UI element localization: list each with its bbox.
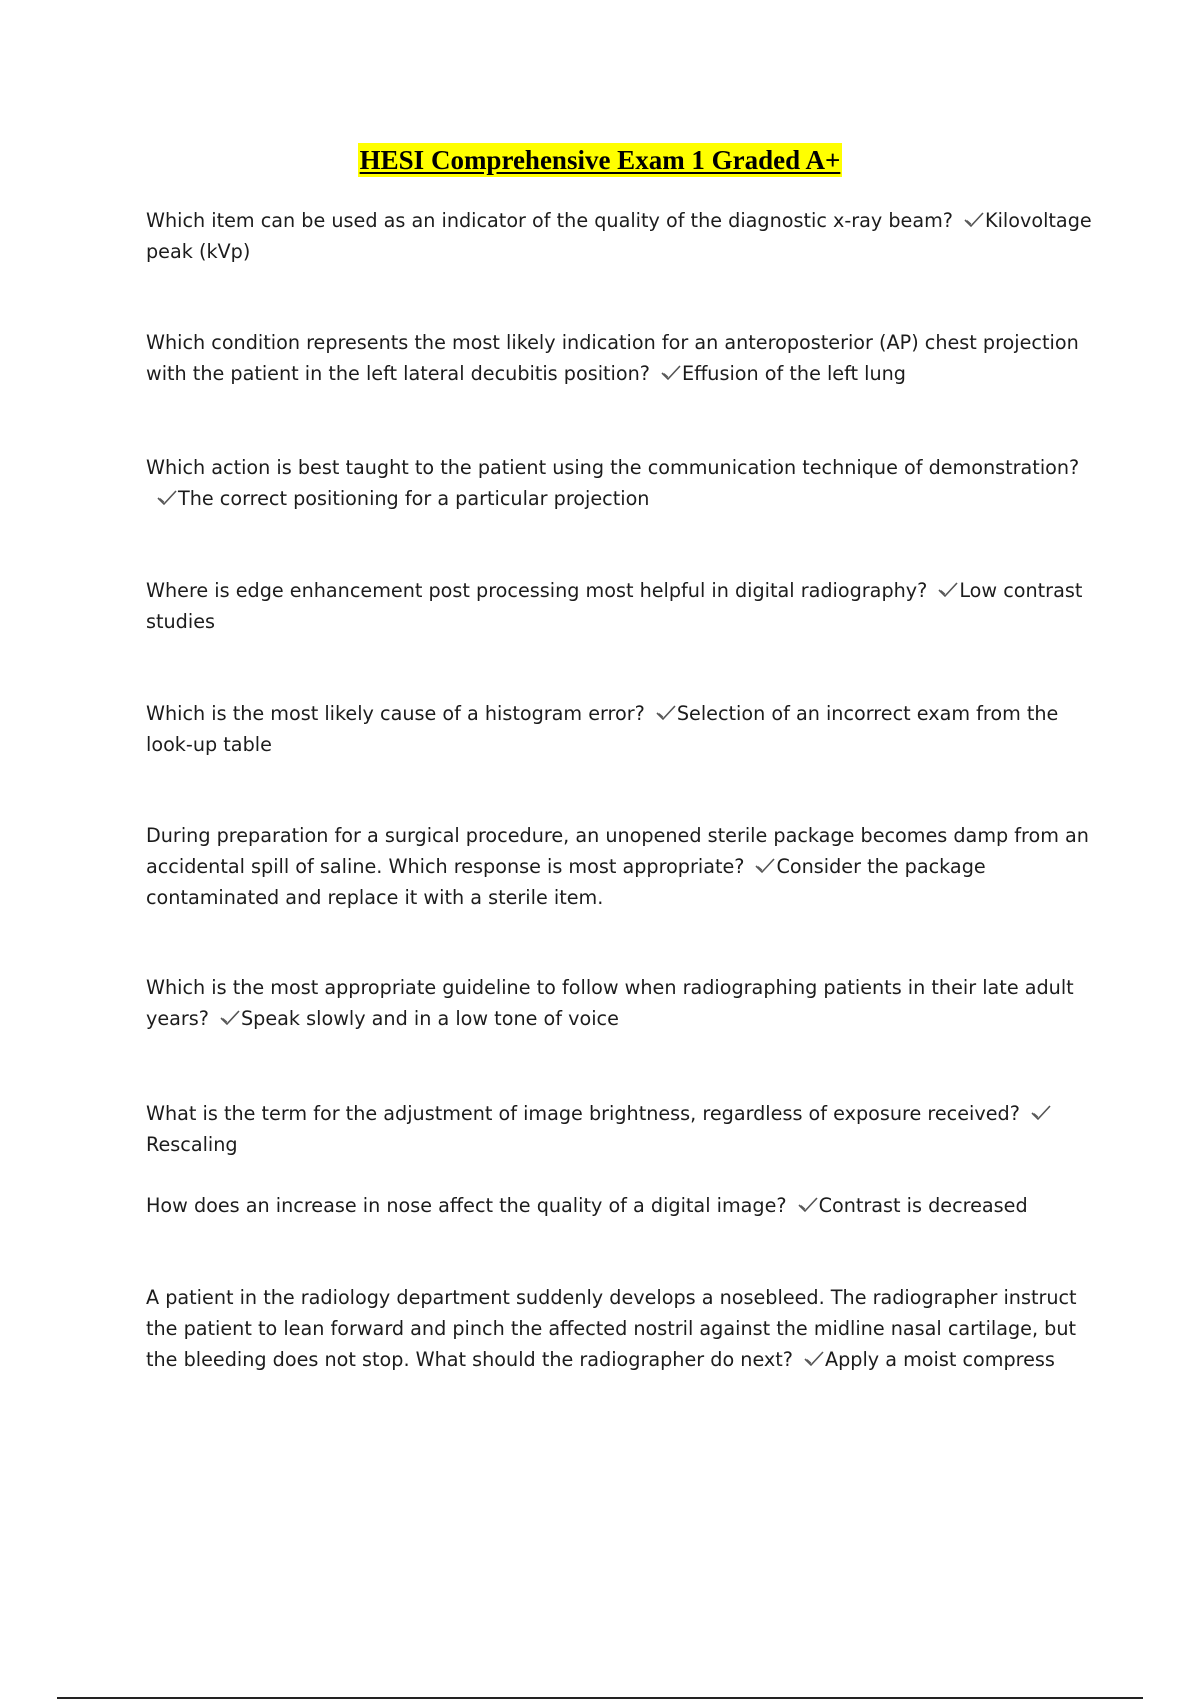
answer-text: Selection of an incorrect exam from the look-up table	[146, 702, 1059, 756]
qa-item	[146, 452, 1096, 514]
qa-item	[146, 327, 1096, 389]
answer-text: Low contrast studies	[146, 579, 1083, 633]
answer-text: Contrast is decreased	[818, 1194, 1028, 1217]
question-text: Which action is best taught to the patient using the communication technique of demonstration?	[146, 456, 1080, 479]
qa-item	[146, 1098, 1096, 1160]
answer-text: Apply a moist compress	[824, 1348, 1055, 1371]
qa-item	[146, 820, 1096, 913]
question-text: What is the term for the adjustment of image brightness, regardless of exposure received?	[146, 1102, 1020, 1125]
question-text: Which item can be used as an indicator of the quality of the diagnostic x-ray beam?	[146, 209, 953, 232]
document-title: HESI Comprehensive Exam 1 Graded A+	[359, 145, 841, 175]
qa-item	[146, 698, 1096, 760]
question-text: Which is the most likely cause of a histogram error?	[146, 702, 645, 725]
question-text: A patient in the radiology department suddenly develops a nosebleed. The radiographer instruct the patient to lean forward and pinch the affected nostril against the midline nasal cartilage, but the bleeding does not stop. What should the radiographer do next?	[146, 1286, 1077, 1371]
question-text: During preparation for a surgical procedure, an unopened sterile package becomes damp from an accidental spill of saline. Which response is most appropriate?	[146, 824, 1089, 878]
qa-item	[146, 575, 1096, 637]
check-mark-icon	[963, 211, 985, 229]
check-mark-icon	[1030, 1104, 1052, 1122]
check-mark-icon	[156, 489, 178, 507]
qa-item	[146, 972, 1096, 1034]
qa-item	[146, 205, 1096, 267]
check-mark-icon	[754, 857, 776, 875]
title-wrap	[0, 143, 1200, 177]
question-text: How does an increase in nose affect the quality of a digital image?	[146, 1194, 787, 1217]
answer-text: Rescaling	[146, 1133, 238, 1156]
footer-divider	[57, 1697, 1143, 1699]
answer-text: Kilovoltage peak (kVp)	[146, 209, 1092, 263]
check-mark-icon	[660, 364, 682, 382]
qa-item	[146, 1282, 1096, 1375]
check-mark-icon	[655, 704, 677, 722]
question-text: Where is edge enhancement post processing most helpful in digital radiography?	[146, 579, 928, 602]
qa-item	[146, 1190, 1096, 1221]
check-mark-icon	[797, 1196, 819, 1214]
check-mark-icon	[937, 581, 959, 599]
answer-text: Consider the package contaminated and replace it with a sterile item.	[146, 855, 986, 909]
answer-text: The correct positioning for a particular projection	[178, 487, 650, 510]
check-mark-icon	[219, 1009, 241, 1027]
question-text: Which condition represents the most likely indication for an anteroposterior (AP) chest projection with the patient in the left lateral decubitis position?	[146, 331, 1079, 385]
check-mark-icon	[803, 1350, 825, 1368]
answer-text: Effusion of the left lung	[681, 362, 906, 385]
answer-text: Speak slowly and in a low tone of voice	[241, 1007, 619, 1030]
question-text: Which is the most appropriate guideline to follow when radiographing patients in their late adult years?	[146, 976, 1074, 1030]
